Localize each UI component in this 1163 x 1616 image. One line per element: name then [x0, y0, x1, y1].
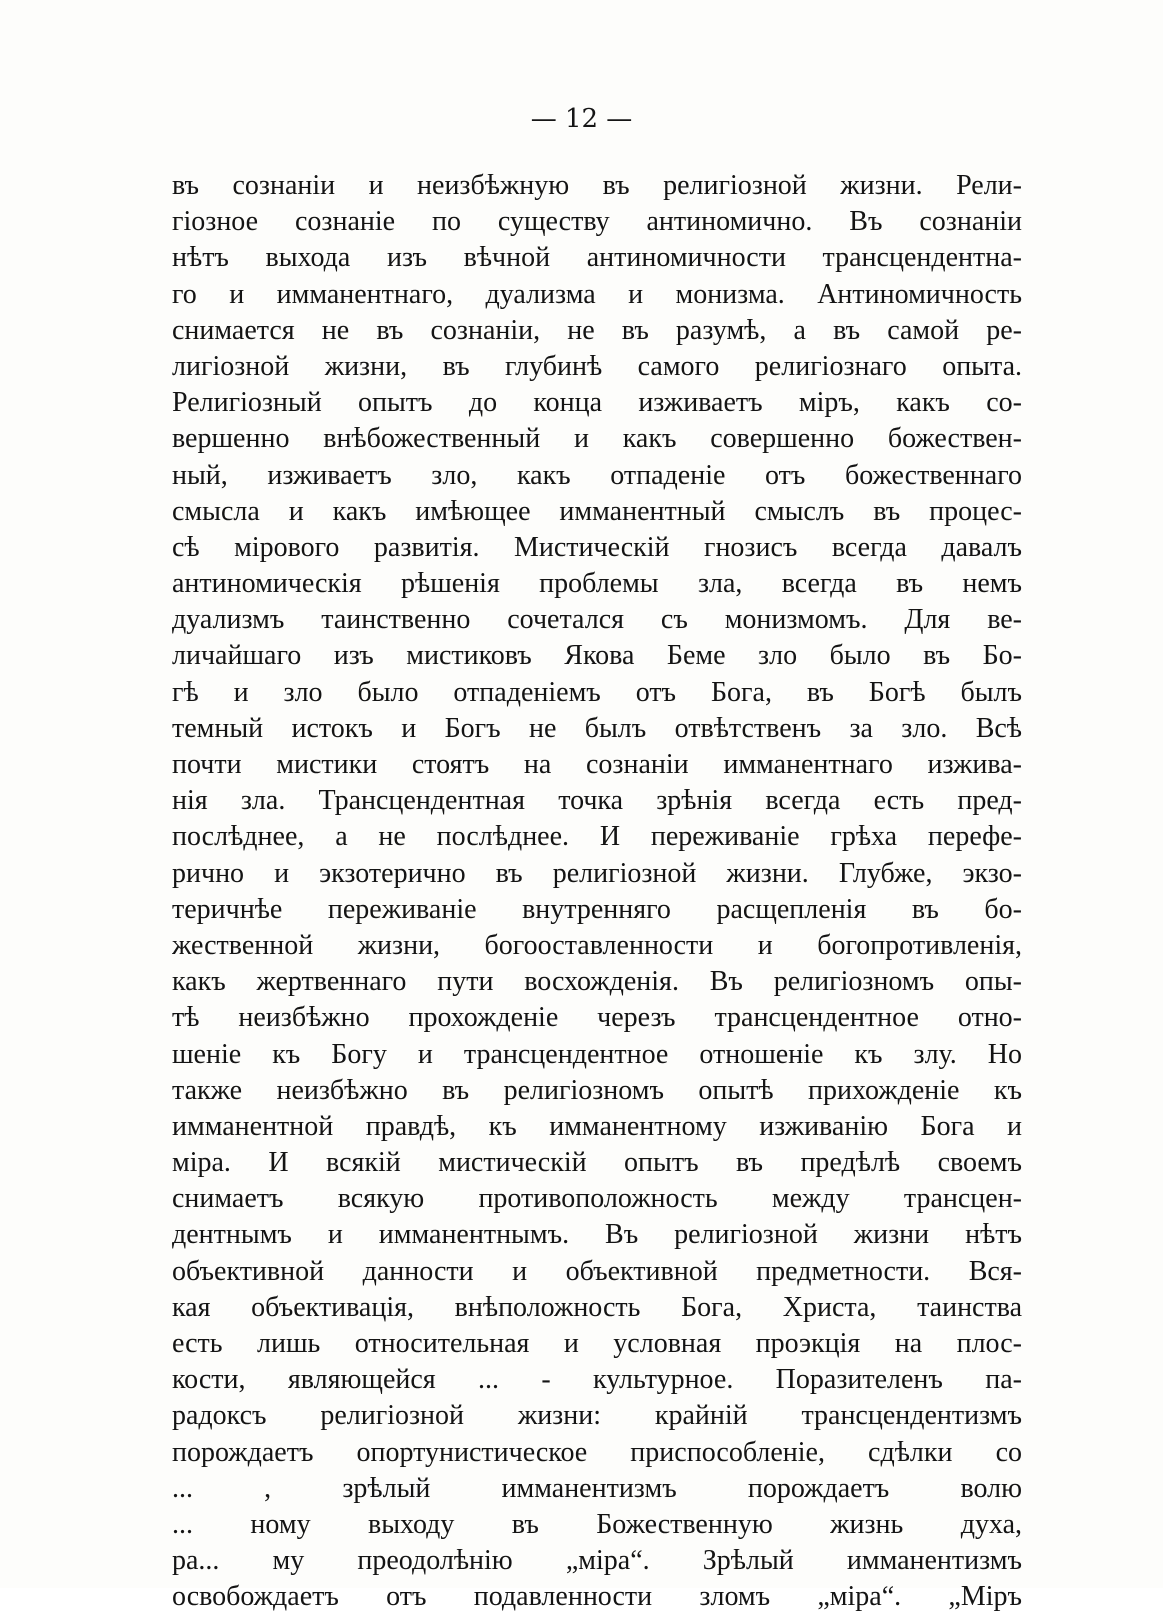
text-line: тѣ неизбѣжно прохожденiе черезъ трансцендентное отно- — [172, 1002, 1022, 1034]
text-line: кости, являющейся ... - культурное. Поразителенъ па- — [172, 1364, 1022, 1396]
text-line: рично и экзотерично въ религiозной жизни. Глубже, экзо- — [172, 857, 1022, 889]
text-line: го и имманентнаго, дуализма и монизма. Антиномичность — [172, 278, 1022, 310]
text-line: ный, изживаетъ зло, какъ отпаденiе отъ божественнаго — [172, 459, 1022, 491]
text-line: почти мистики стоятъ на сознанiи имманентнаго изжива- — [172, 749, 1022, 780]
text-line: въ сознанiи и неизбѣжную въ религiозной жизни. Рели- — [172, 170, 1022, 201]
text-line: Религiозный опытъ до конца изживаетъ мiръ, какъ со- — [172, 387, 1022, 419]
text-line: шенiе къ Богу и трансцендентное отношенiе къ злу. Но — [172, 1038, 1022, 1070]
page-number: — 12 — — [530, 104, 633, 134]
text-line: снимается не въ сознанiи, не въ разумѣ, а въ самой ре- — [172, 314, 1022, 346]
text-line: нѣтъ выхода изъ вѣчной антиномичности трансцендентна- — [172, 242, 1022, 274]
text-line: жественной жизни, богооставленности и богопротивленiя, — [172, 929, 1022, 961]
text-line: кая объективацiя, внѣположность Бога, Христа, таинства — [172, 1291, 1022, 1323]
text-line: объективной данности и объективной предметности. Вся- — [172, 1255, 1022, 1287]
text-line: послѣднее, а не послѣднее. И переживанiе грѣха перефе- — [172, 821, 1022, 853]
body-text — [172, 168, 1022, 1616]
text-line: какъ жертвеннаго пути восхожденiя. Въ религiозномъ опы- — [172, 966, 1022, 998]
text-line: нiя зла. Трансцендентная точка зрѣнiя всегда есть пред- — [172, 785, 1022, 817]
text-line: лигiозной жизни, въ глубинѣ самого религiознаго опыта. — [172, 350, 1022, 382]
text-line: смысла и какъ имѣющее имманентный смыслъ въ процес- — [172, 495, 1022, 527]
text-line: гѣ и зло было отпаденiемъ отъ Бога, въ Богѣ былъ — [172, 676, 1022, 708]
text-line: освобождаетъ отъ подавленности зломъ „мiра“. „Мiръ — [172, 1581, 1022, 1613]
text-line: темный истокъ и Богъ не былъ отвѣтственъ за зло. Всѣ — [172, 712, 1022, 744]
text-line: снимаетъ всякую противоположность между трансцен- — [172, 1183, 1022, 1215]
text-line: дентнымъ и имманентнымъ. Въ религiозной жизни нѣтъ — [172, 1219, 1022, 1251]
text-line: радоксъ религiозной жизни: крайнiй трансцендентизмъ — [172, 1400, 1022, 1432]
text-line: ра... му преодолѣнiю „мiра“. Зрѣлый имманентизмъ — [172, 1545, 1022, 1577]
text-line: ... ному выходу въ Божественную жизнь духа, — [172, 1508, 1022, 1540]
text-line: вершенно внѣбожественный и какъ совершенно божествен- — [172, 423, 1022, 455]
text-line: порождаетъ опортунистическое приспособленiе, сдѣлки со — [172, 1436, 1022, 1468]
text-line: гiозное сознанiе по существу антиномично. Въ сознанiи — [172, 206, 1022, 238]
text-line: есть лишь относительная и условная проэкцiя на плос- — [172, 1328, 1022, 1359]
text-line: также неизбѣжно въ религiозномъ опытѣ прихожденiе къ — [172, 1074, 1022, 1106]
text-line: антиномическiя рѣшенiя проблемы зла, всегда въ немъ — [172, 568, 1022, 600]
text-line: мiра. И всякiй мистическiй опытъ въ предѣлѣ своемъ — [172, 1147, 1022, 1179]
text-line: ... , зрѣлый имманентизмъ порождаетъ волю — [172, 1472, 1022, 1504]
text-line: теричнѣе переживанiе внутренняго расщепленiя въ бо- — [172, 893, 1022, 925]
text-line: сѣ мiрового развитiя. Мистическiй гнозисъ всегда давалъ — [172, 531, 1022, 563]
text-line: имманентной правдѣ, къ имманентному изживанiю Бога и — [172, 1110, 1022, 1142]
text-line: личайшаго изъ мистиковъ Якова Беме зло было въ Бо- — [172, 640, 1022, 672]
text-line: дуализмъ таинственно сочетался съ монизмомъ. Для ве- — [172, 604, 1022, 636]
